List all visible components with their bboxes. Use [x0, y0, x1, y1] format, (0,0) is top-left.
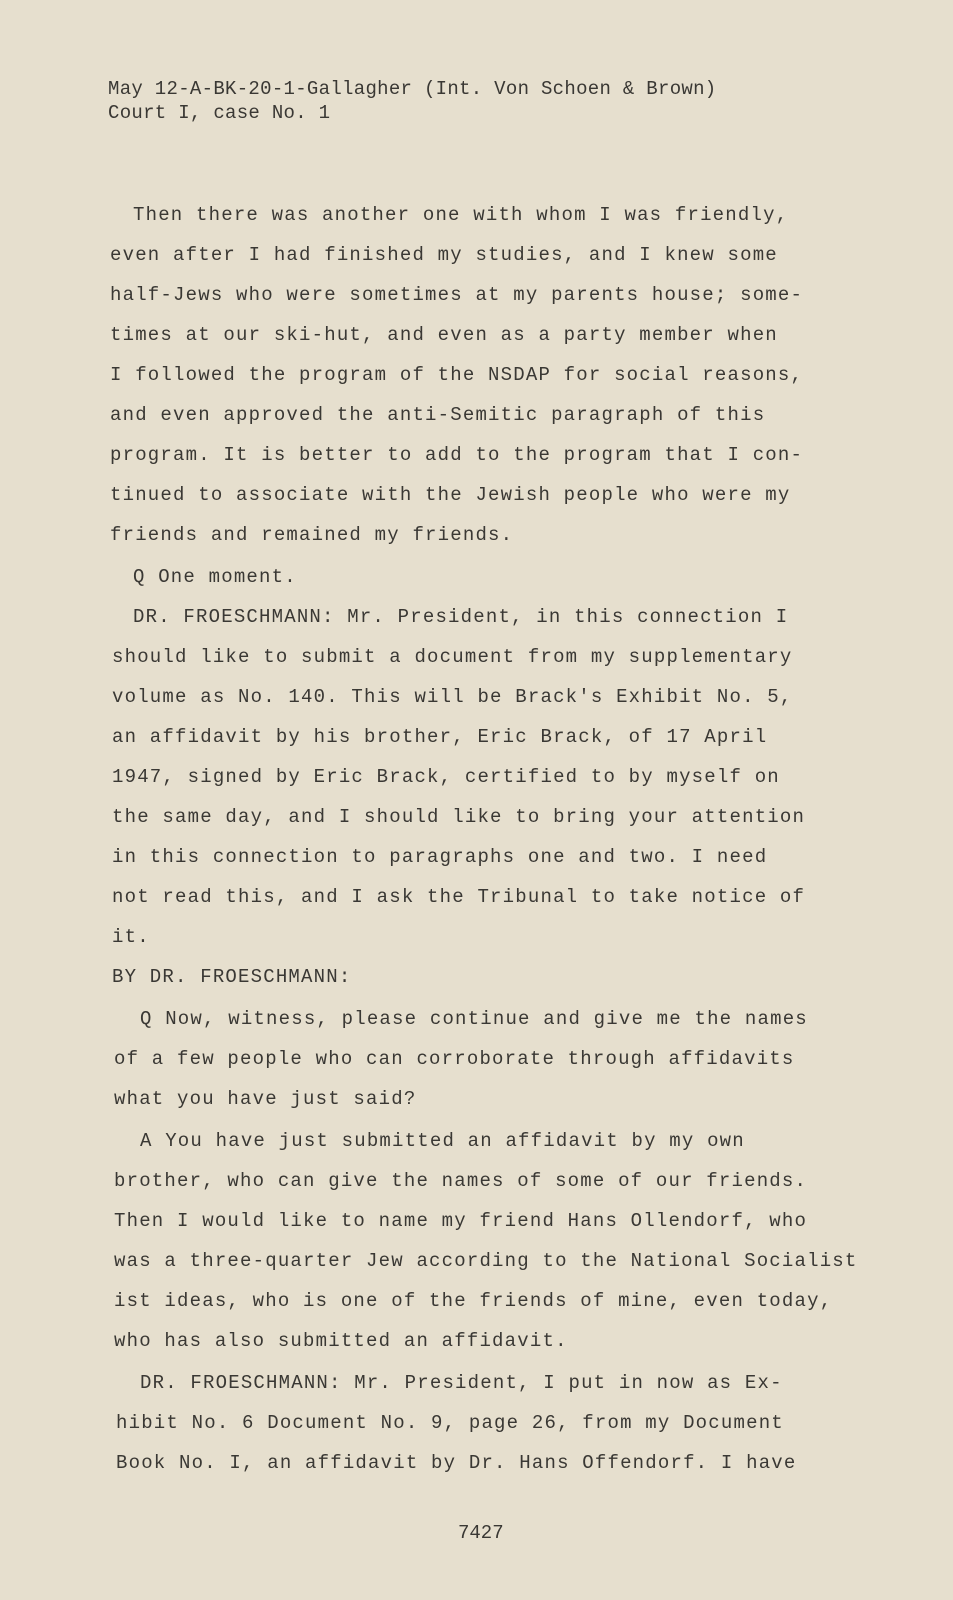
body-line: what you have just said? — [114, 1088, 417, 1110]
body-line: the same day, and I should like to bring your attention — [112, 806, 806, 828]
body-line: tinued to associate with the Jewish people who were my — [110, 484, 791, 506]
body-line: an affidavit by his brother, Eric Brack, of 17 April — [112, 726, 768, 748]
body-line: 1947, signed by Eric Brack, certified to by myself on — [112, 766, 780, 788]
body-line: hibit No. 6 Document No. 9, page 26, from my Document — [116, 1412, 784, 1434]
body-line: was a three-quarter Jew according to the National Socialist — [114, 1250, 858, 1272]
body-line: Book No. I, an affidavit by Dr. Hans Offendorf. I have — [116, 1452, 797, 1474]
body-line: friends and remained my friends. — [110, 524, 514, 546]
body-line: ist ideas, who is one of the friends of mine, even today, — [114, 1290, 833, 1312]
body-line: of a few people who can corroborate through affidavits — [114, 1048, 795, 1070]
body-line: times at our ski-hut, and even as a party member when — [110, 324, 778, 346]
speaker-line: DR. FROESCHMANN: Mr. President, in this connection I — [133, 606, 789, 628]
body-line: brother, who can give the names of some of our friends. — [114, 1170, 808, 1192]
body-line: I followed the program of the NSDAP for social reasons, — [110, 364, 804, 386]
header-line-1: May 12-A-BK-20-1-Gallagher (Int. Von Schoen & Brown) — [108, 78, 717, 100]
body-line: half-Jews who were sometimes at my parents house; some- — [110, 284, 804, 306]
body-line: who has also submitted an affidavit. — [114, 1330, 568, 1352]
question-line: Q Now, witness, please continue and give me the names — [140, 1008, 808, 1030]
speaker-line: DR. FROESCHMANN: Mr. President, I put in now as Ex- — [140, 1372, 783, 1394]
answer-line: A You have just submitted an affidavit by my own — [140, 1130, 745, 1152]
body-line: not read this, and I ask the Tribunal to take notice of — [112, 886, 806, 908]
body-line: should like to submit a document from my supplementary — [112, 646, 793, 668]
body-line: it. — [112, 926, 150, 948]
question-line: Q One moment. — [133, 566, 297, 588]
body-line: Then there was another one with whom I was friendly, — [133, 204, 789, 226]
body-line: Then I would like to name my friend Hans Ollendorf, who — [114, 1210, 808, 1232]
body-line: program. It is better to add to the program that I con- — [110, 444, 804, 466]
header-line-2: Court I, case No. 1 — [108, 102, 331, 124]
body-line: and even approved the anti-Semitic paragraph of this — [110, 404, 766, 426]
page-number: 7427 — [458, 1522, 504, 1544]
section-heading: BY DR. FROESCHMANN: — [112, 966, 352, 988]
body-line: even after I had finished my studies, and I knew some — [110, 244, 778, 266]
body-line: in this connection to paragraphs one and two. I need — [112, 846, 768, 868]
body-line: volume as No. 140. This will be Brack's Exhibit No. 5, — [112, 686, 793, 708]
